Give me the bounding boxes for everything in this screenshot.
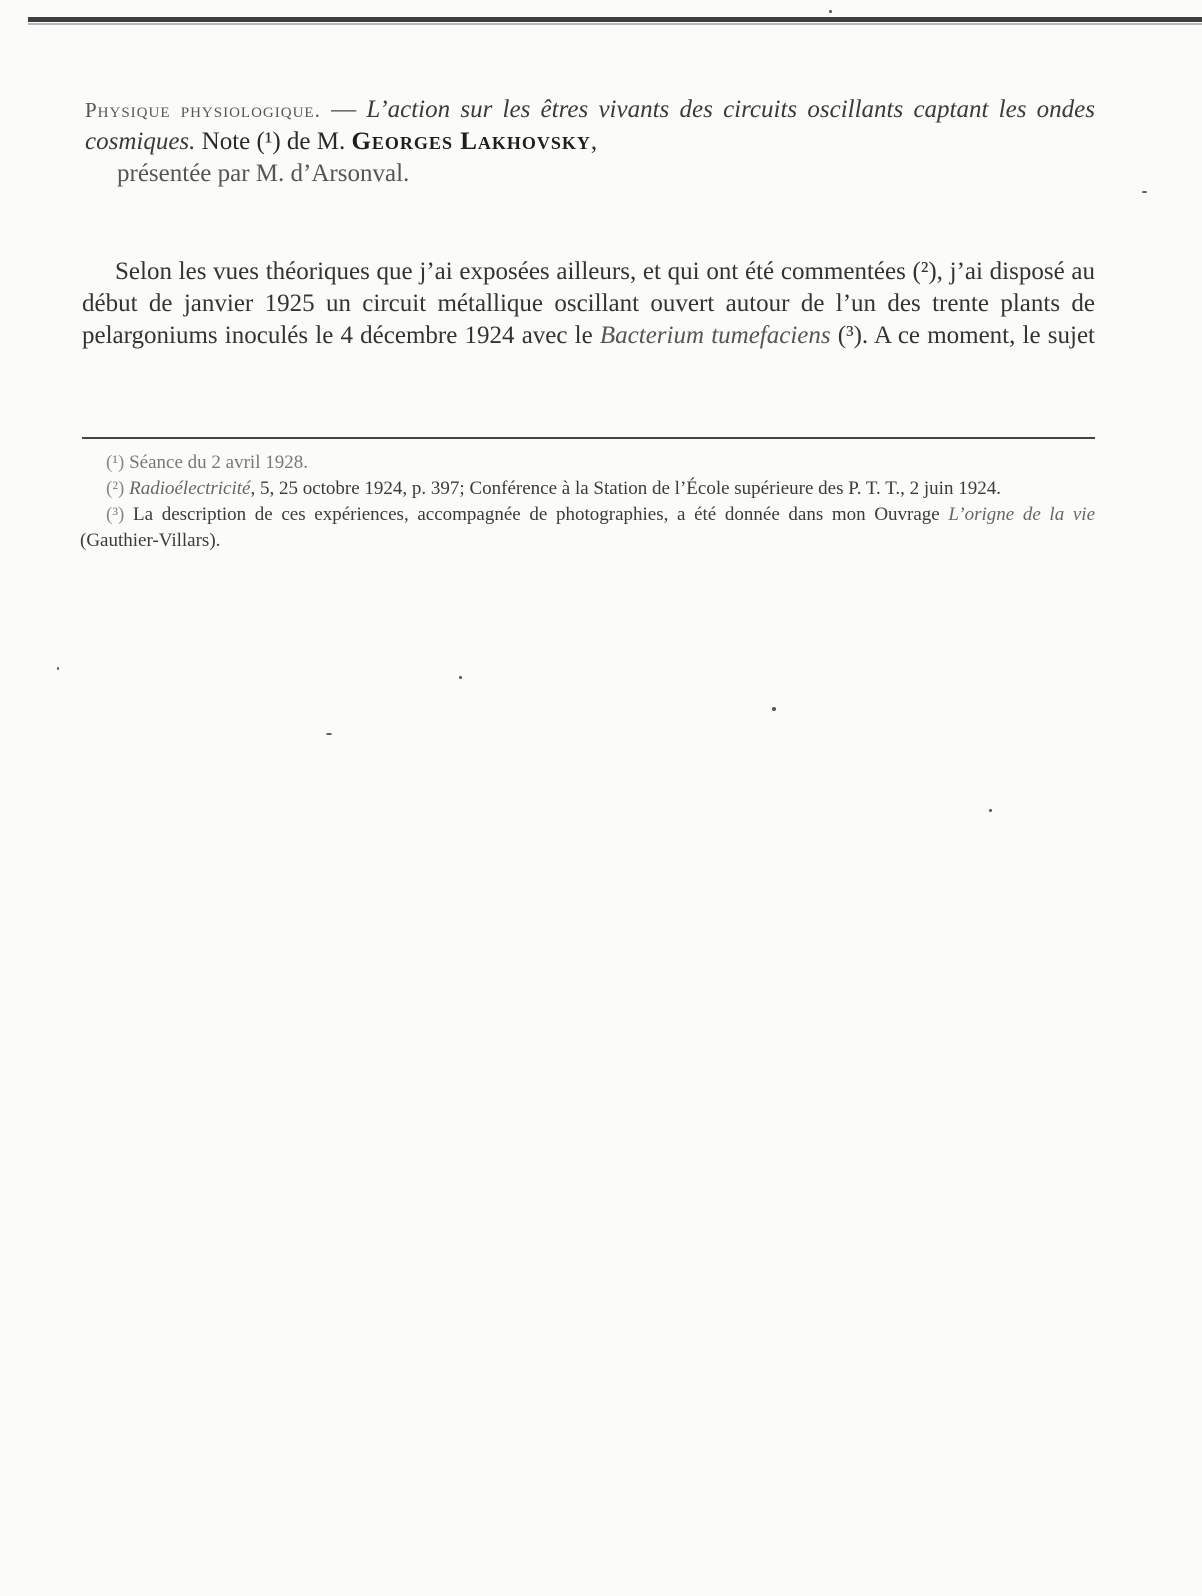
- footnote-2: [80, 476, 1095, 502]
- speck: [829, 10, 832, 13]
- footnote-mark: (¹): [106, 452, 125, 473]
- heading-dash: —: [320, 96, 367, 123]
- body-text-part2: (³). A ce moment, le sujet: [830, 322, 1095, 349]
- note-prefix: Note (¹) de M.: [195, 128, 352, 155]
- footnote-mark: (²): [106, 478, 125, 499]
- footnote-1: [80, 450, 1095, 476]
- speck: [57, 667, 59, 670]
- author-name: Georges Lakhovsky: [351, 128, 591, 155]
- footnote-3: [80, 502, 1095, 554]
- author-suffix: ,: [590, 128, 598, 155]
- speck: [772, 707, 776, 711]
- body-text-part1: Selon les vues théoriques que j’ai exposées ailleurs, et qui ont été commentées (²), j’ai disposé au début de janvier 1925 un circuit métallique oscillant ouvert autour de l’un des trente plants de pelargoniums inoculés le 4 décembre 1924 avec le: [82, 258, 1095, 349]
- body-paragraph: [82, 256, 1095, 352]
- top-rule-shadow: [28, 23, 1202, 25]
- footnote-book-title: L’origne de la vie: [948, 504, 1095, 525]
- article-title: L’action sur les êtres vivants des circuits oscillants captant les ondes cosmiques.: [85, 96, 1095, 155]
- footnote-text: La description de ces expériences, accompagnée de photographies, a été donnée dans mon Ouvrage: [124, 504, 949, 525]
- article-heading: [85, 94, 1095, 190]
- section-rubric: Physique physiologique.: [85, 98, 321, 122]
- footnote-text: , 5, 25 octobre 1924, p. 397; Conférence à la Station de l’École supérieure des P. T. T., 2 juin 1924.: [250, 478, 1001, 499]
- footnote-journal: Radioélectricité: [124, 478, 251, 499]
- species-name: Bacterium tumefaciens: [599, 322, 831, 349]
- footnote-rule: [82, 437, 1095, 439]
- speck: [1142, 191, 1147, 193]
- footnote-text: (Gauthier-Villars).: [80, 530, 221, 551]
- speck: [326, 733, 332, 735]
- footnote-text: Séance du 2 avril 1928.: [124, 452, 308, 473]
- footnotes: [80, 450, 1095, 554]
- speck: [989, 809, 992, 812]
- speck: [459, 676, 462, 679]
- footnote-mark: (³): [106, 504, 125, 525]
- top-rule: [28, 17, 1202, 22]
- presented-by: présentée par M. d’Arsonval.: [117, 160, 410, 187]
